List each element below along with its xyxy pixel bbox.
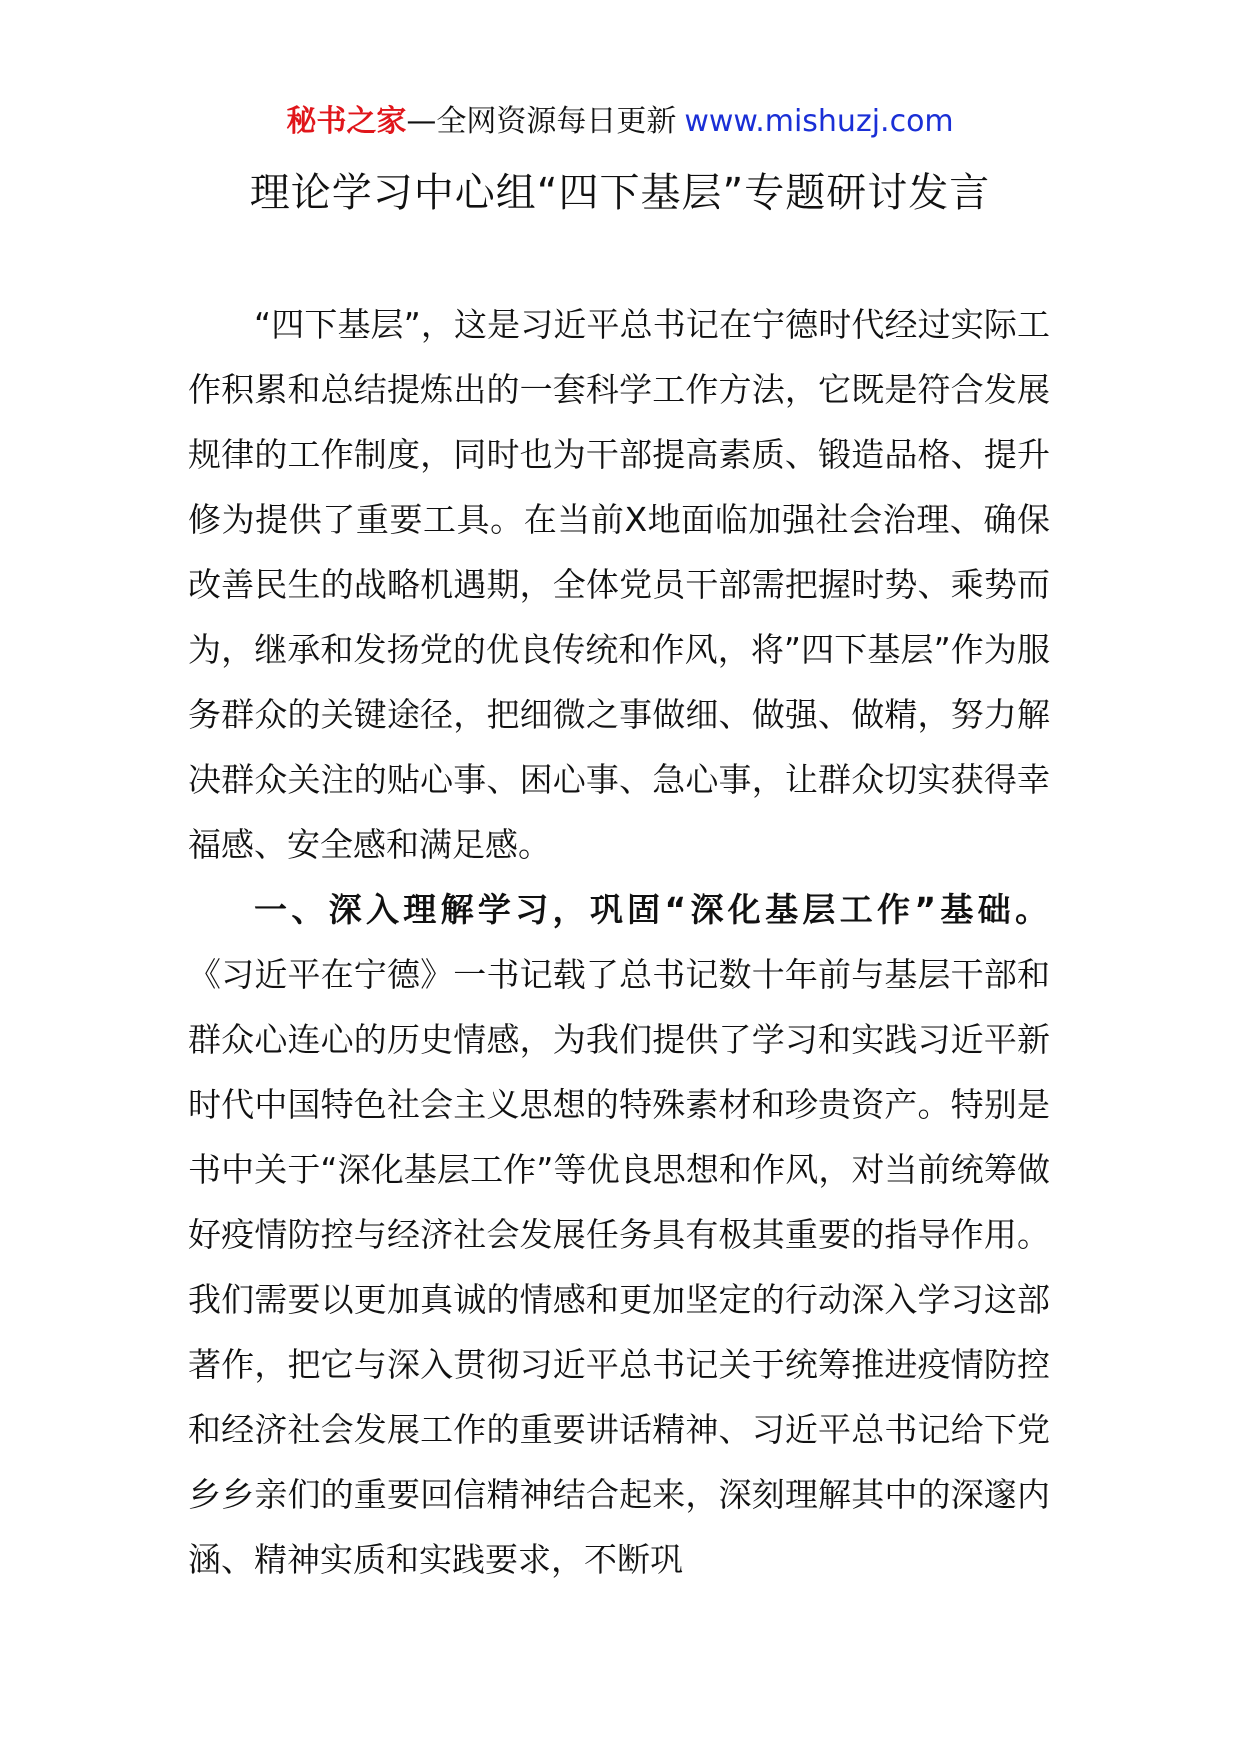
document-body <box>188 292 1050 1592</box>
header-slogan: —全网资源每日更新 <box>406 104 677 139</box>
site-url-link[interactable]: www.mishuzj.com <box>684 104 954 139</box>
intro-paragraph: “四下基层”，这是习近平总书记在宁德时代经过实际工作积累和总结提炼出的一套科学工作方法，它既是符合发展规律的工作制度，同时也为干部提高素质、锻造品格、提升修为提供了重要工具。在当前X地面临加强社会治理、确保改善民生的战略机遇期，全体党员干部需把握时势、乘势而为，继承和发扬党的优良传统和作风，将”四下基层”作为服务群众的关键途径，把细微之事做细、做强、做精，努力解决群众关注的贴心事、困心事、急心事，让群众切实获得幸福感、安全感和满足感。 <box>188 305 1050 864</box>
section-1-paragraph <box>188 877 1050 1592</box>
site-header <box>0 102 1240 142</box>
section-1-heading: 一、深入理解学习，巩固“深化基层工作”基础。 <box>254 890 1050 929</box>
brand-name: 秘书之家 <box>286 104 407 139</box>
section-1-body: 《习近平在宁德》一书记载了总书记数十年前与基层干部和群众心连心的历史情感，为我们提供了学习和实践习近平新时代中国特色社会主义思想的特殊素材和珍贵资产。特别是书中关于“深化基层工作”等优良思想和作风，对当前统筹做好疫情防控与经济社会发展任务具有极其重要的指导作用。我们需要以更加真诚的情感和更加坚定的行动深入学习这部著作，把它与深入贯彻习近平总书记关于统筹推进疫情防控和经济社会发展工作的重要讲话精神、习近平总书记给下党乡乡亲们的重要回信精神结合起来，深刻理解其中的深邃内涵、精神实质和实践要求，不断巩 <box>188 955 1050 1579</box>
document-title: 理论学习中心组“四下基层”专题研讨发言 <box>249 170 991 216</box>
